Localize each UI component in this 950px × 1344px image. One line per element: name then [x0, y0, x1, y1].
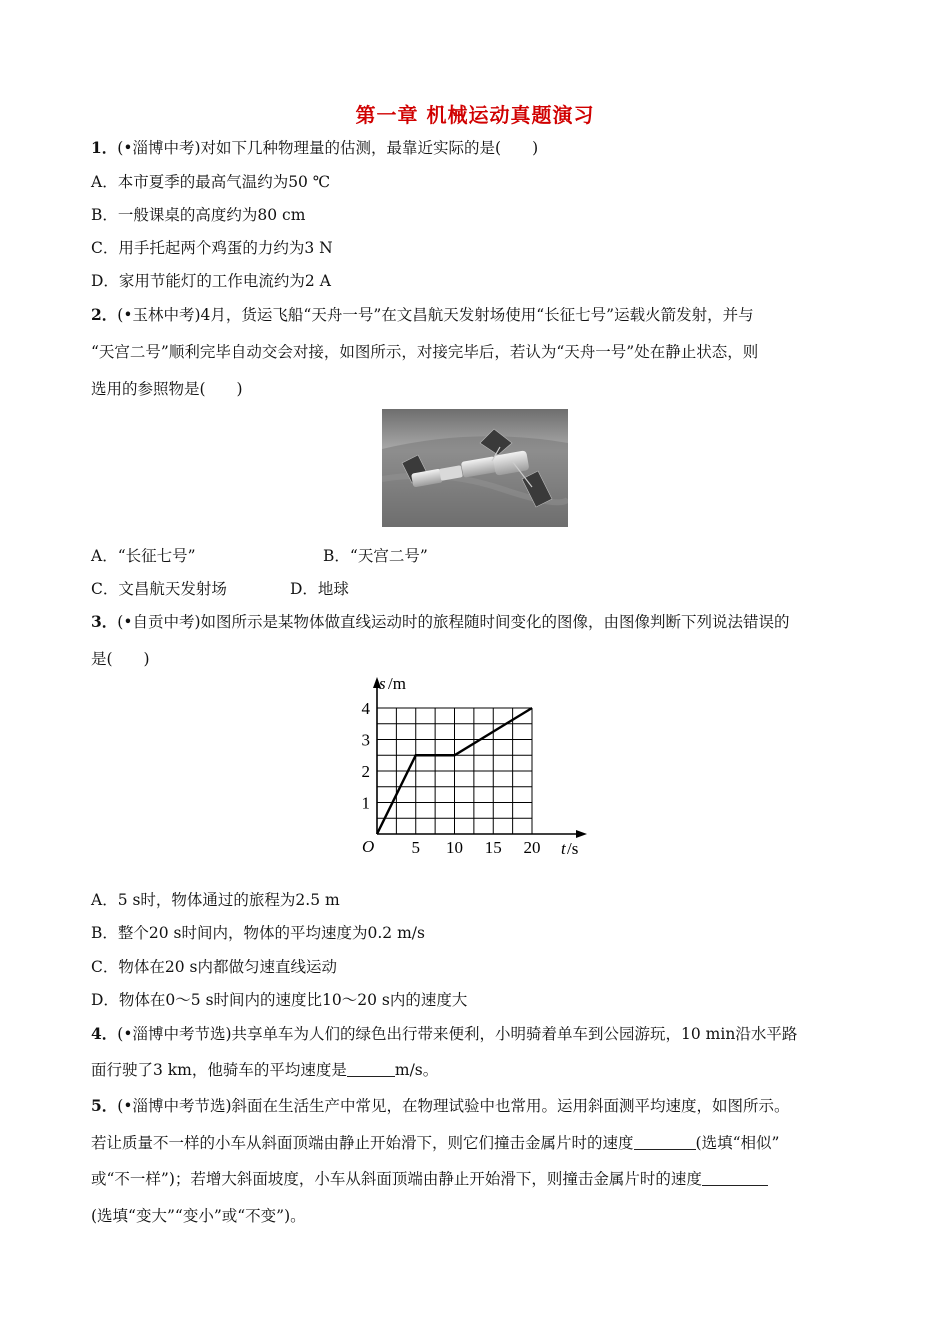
q5-line-3: [91, 1168, 768, 1190]
q5-text-1: (•淄博中考节选)斜面在生活生产中常见，在物理试验中也常用。运用斜面测平均速度，如图所示。: [117, 1097, 790, 1115]
x-axis-arrow: [576, 830, 587, 838]
q5-text-3: 或“不一样”)；若增大斜面坡度，小车从斜面顶端由静止开始滑下，则撞击金属片时的速度: [91, 1170, 702, 1188]
q5-line-2: [91, 1132, 779, 1154]
q3-number: 3．: [91, 612, 118, 631]
q3-stem-line-2: 是( ): [91, 650, 150, 668]
x-tick-label: 20: [523, 838, 541, 857]
page-title: 第一章 机械运动真题演习: [355, 103, 595, 127]
y-tick-label: 2: [361, 762, 370, 781]
x-tick-label: 15: [484, 838, 502, 857]
x-tick-label: 10: [446, 838, 463, 857]
x-axis-variable: t: [561, 839, 566, 858]
q5-answer-blank-1[interactable]: [634, 1133, 696, 1150]
q3-option-a: A．5 s时，物体通过的旅程为2.5 m: [91, 891, 340, 909]
q2-option-b: B．“天宫二号”: [323, 547, 428, 565]
y-axis-unit: /m: [388, 674, 406, 693]
q5-answer-blank-2[interactable]: [702, 1169, 768, 1186]
q3-option-b: B．整个20 s时间内，物体的平均速度为0.2 m/s: [91, 924, 425, 942]
q1-option-d: D．家用节能灯的工作电流约为2 A: [91, 272, 331, 290]
q3-option-c: C．物体在20 s内都做匀速直线运动: [91, 958, 337, 976]
q2-stem-line-2: “天宫二号”顺利完毕自动交会对接，如图所示，对接完毕后，若认为“天舟一号”处在静止状态，则: [91, 343, 759, 361]
q4-text-2a: 面行驶了3 km，他骑车的平均速度是: [91, 1061, 347, 1079]
distance-time-chart: [352, 674, 592, 868]
q2-option-a: A．“长征七号”: [91, 547, 196, 565]
q5-text-2b: (选填“相似”: [695, 1134, 780, 1152]
space-station-photo: [382, 409, 568, 527]
q1-option-a: A．本市夏季的最高气温约为50 ℃: [91, 173, 331, 191]
q2-option-d: D．地球: [290, 580, 349, 598]
q1-stem: (•淄博中考)对如下几种物理量的估测，最靠近实际的是( ): [117, 139, 539, 157]
chart-axes: [373, 677, 587, 838]
q4-answer-blank[interactable]: [347, 1060, 395, 1077]
q4-text-1: (•淄博中考节选)共享单车为人们的绿色出行带来便利，小明骑着单车到公园游玩，10 min沿水平路: [117, 1025, 798, 1043]
q4-line-1: [91, 1023, 797, 1045]
y-tick-label: 1: [361, 793, 370, 813]
x-axis-unit: /s: [567, 839, 579, 858]
q1-stem-line: [91, 137, 538, 159]
q2-number: 2．: [91, 305, 118, 324]
q4-number: 4．: [91, 1024, 118, 1043]
q3-stem-line-1: [91, 611, 790, 633]
q1-option-c: C．用手托起两个鸡蛋的力约为3 N: [91, 239, 333, 257]
q2-stem-line-3: 选用的参照物是( ): [91, 380, 243, 398]
q1-number: 1．: [91, 138, 118, 157]
q4-text-2b: m/s。: [394, 1061, 439, 1079]
q2-stem-1: (•玉林中考)4月，货运飞船“天舟一号”在文昌航天发射场使用“长征七号”运载火箭发射，并与: [117, 306, 754, 324]
q2-stem-line-1: [91, 304, 754, 326]
chart-grid: [377, 708, 532, 834]
y-axis-variable: s: [379, 674, 386, 693]
q5-number: 5．: [91, 1096, 118, 1115]
y-tick-label: 3: [361, 730, 370, 750]
x-tick-label: 5: [411, 838, 420, 857]
q1-option-b: B．一般课桌的高度约为80 cm: [91, 206, 306, 224]
q4-line-2: [91, 1059, 438, 1081]
y-tick-label: 4: [361, 699, 370, 718]
origin-label: O: [362, 837, 375, 856]
q5-text-2a: 若让质量不一样的小车从斜面顶端由静止开始滑下，则它们撞击金属片时的速度: [91, 1134, 634, 1152]
q3-stem-1: (•自贡中考)如图所示是某物体做直线运动时的旅程随时间变化的图像，由图像判断下列说法错误的: [117, 613, 790, 631]
q3-option-d: D．物体在0～5 s时间内的速度比10～20 s内的速度大: [91, 991, 468, 1009]
q2-option-c: C．文昌航天发射场: [91, 580, 227, 598]
q5-line-1: [91, 1095, 790, 1117]
q5-line-4: (选填“变大”“变小”或“不变”)。: [91, 1207, 306, 1225]
